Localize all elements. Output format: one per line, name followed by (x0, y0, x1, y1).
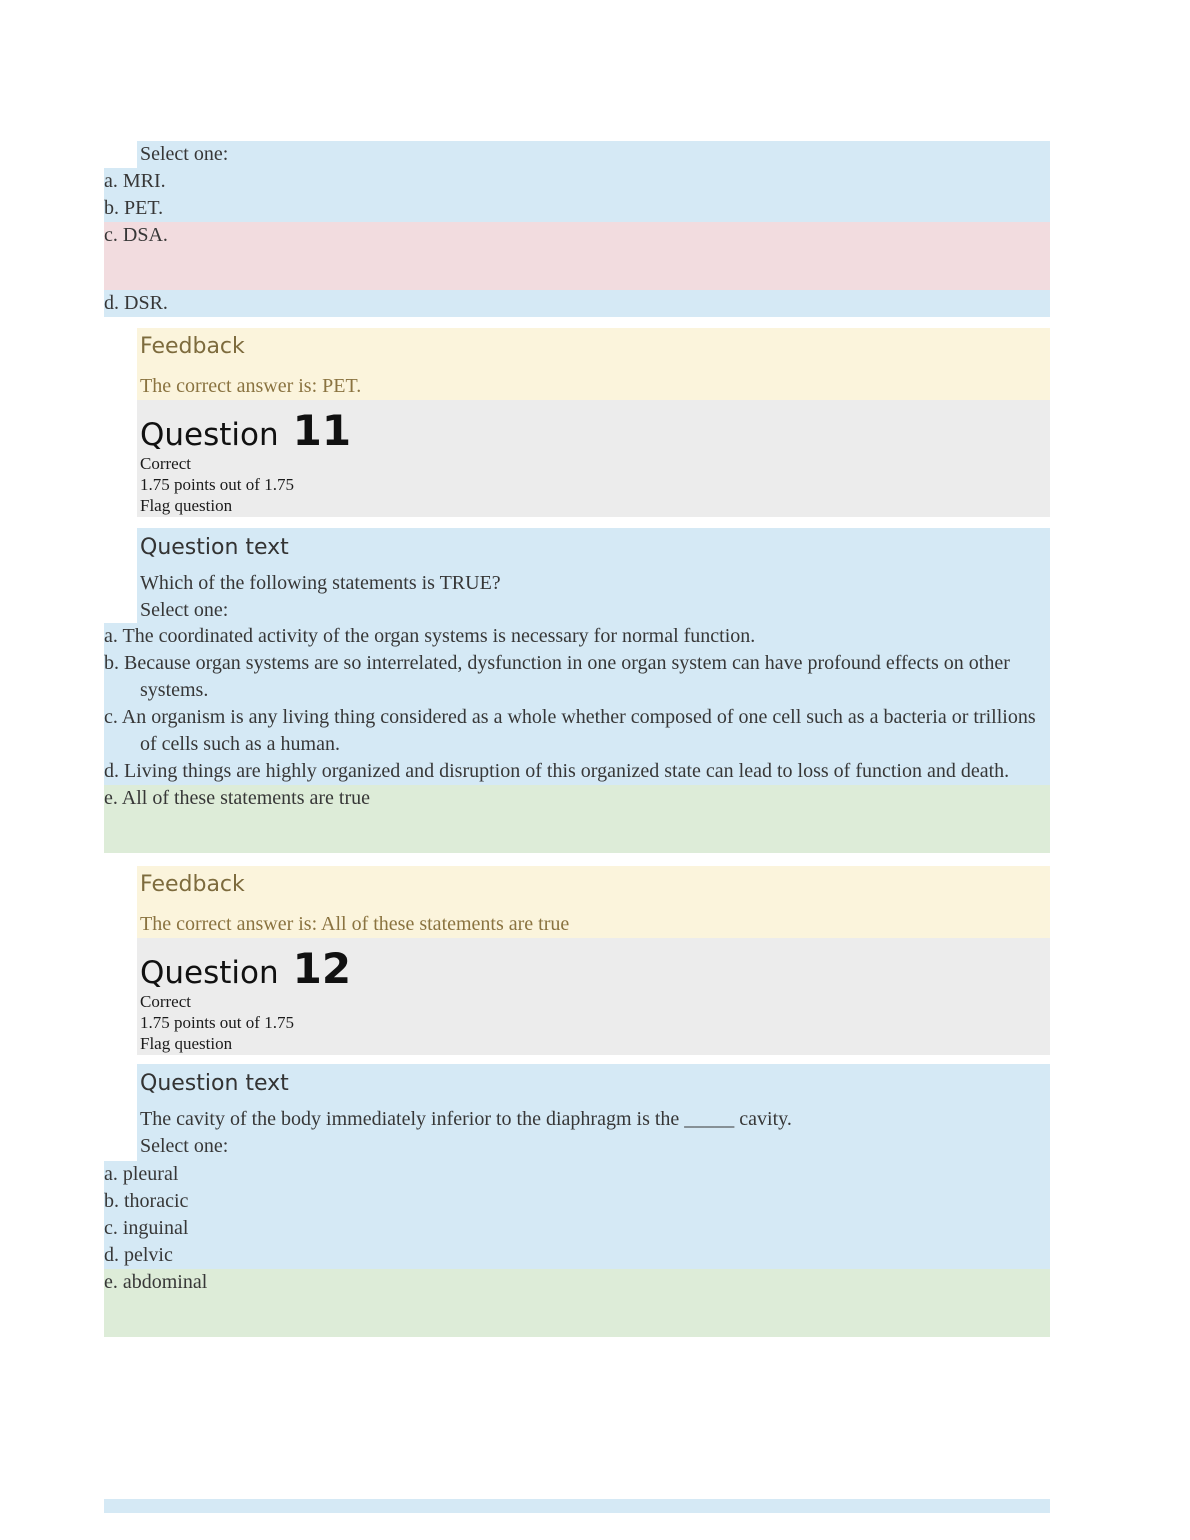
answer-option-c: c. inguinal (104, 1215, 1050, 1242)
feedback-correct-answer: The correct answer is: PET. (140, 375, 362, 397)
answer-option-d: d. pelvic (104, 1242, 1050, 1269)
answer-option-d: d. DSR. (104, 290, 1050, 317)
answer-option-b: b. PET. (104, 195, 1050, 222)
question-prompt: The cavity of the body immediately inferior to the diaphragm is the _____ cavity. (140, 1108, 792, 1130)
question-number: 12 (292, 944, 352, 993)
feedback-correct-answer: The correct answer is: All of these statements are true (140, 913, 570, 935)
select-one-label: Select one: (140, 599, 229, 621)
answer-option-b: b. Because organ systems are so interrelated, dysfunction in one organ system can have profound effects on other systems. (104, 650, 1050, 704)
question-12-body (104, 1064, 1050, 1337)
flag-question-link[interactable]: Flag question (140, 496, 233, 515)
answer-option-c: c. An organism is any living thing considered as a whole whether composed of one cell such as a bacteria or trillions of cells such as a human. (104, 704, 1050, 758)
question-12-options (104, 1161, 1050, 1337)
answer-option-e: e. abdominal (104, 1269, 1050, 1337)
question-title-label: Question (140, 955, 279, 991)
feedback-heading: Feedback (140, 872, 245, 897)
answer-option-a: a. pleural (104, 1161, 1050, 1188)
feedback-heading: Feedback (140, 334, 245, 359)
question-12-header (137, 938, 1050, 1055)
question-11-feedback (137, 866, 1050, 938)
question-11-header (137, 400, 1050, 517)
question-text-heading: Question text (140, 1071, 289, 1096)
question-number: 11 (292, 406, 352, 455)
question-status: Correct (140, 454, 191, 473)
question-status: Correct (140, 992, 191, 1011)
question-11-body (104, 528, 1050, 853)
previous-question-feedback (137, 328, 1050, 400)
answer-option-a: a. The coordinated activity of the organ systems is necessary for normal function. (104, 623, 1050, 650)
question-12-text-panel (137, 1064, 1050, 1161)
select-one-label: Select one: (137, 141, 1050, 168)
select-one-label: Select one: (140, 1135, 229, 1157)
question-prompt: Which of the following statements is TRUE? (140, 572, 501, 594)
quiz-review-page (104, 0, 1050, 1513)
answer-option-d: d. Living things are highly organized and disruption of this organized state can lead to loss of function and death. (104, 758, 1050, 785)
question-title-label: Question (140, 417, 279, 453)
question-11-title (140, 406, 1050, 453)
question-12-title (140, 944, 1050, 991)
question-11-text-panel (137, 528, 1050, 623)
question-text-heading: Question text (140, 535, 289, 560)
flag-question-link[interactable]: Flag question (140, 1034, 233, 1053)
previous-question-options (104, 168, 1050, 317)
answer-option-a: a. MRI. (104, 168, 1050, 195)
answer-option-b: b. thoracic (104, 1188, 1050, 1215)
question-points: 1.75 points out of 1.75 (140, 475, 294, 494)
answer-option-e: e. All of these statements are true (104, 785, 1050, 853)
question-points: 1.75 points out of 1.75 (140, 1013, 294, 1032)
next-question-partial-strip (104, 1499, 1050, 1513)
previous-question-answers (104, 141, 1050, 317)
question-11-options (104, 623, 1050, 853)
answer-option-c: c. DSA. (104, 222, 1050, 290)
